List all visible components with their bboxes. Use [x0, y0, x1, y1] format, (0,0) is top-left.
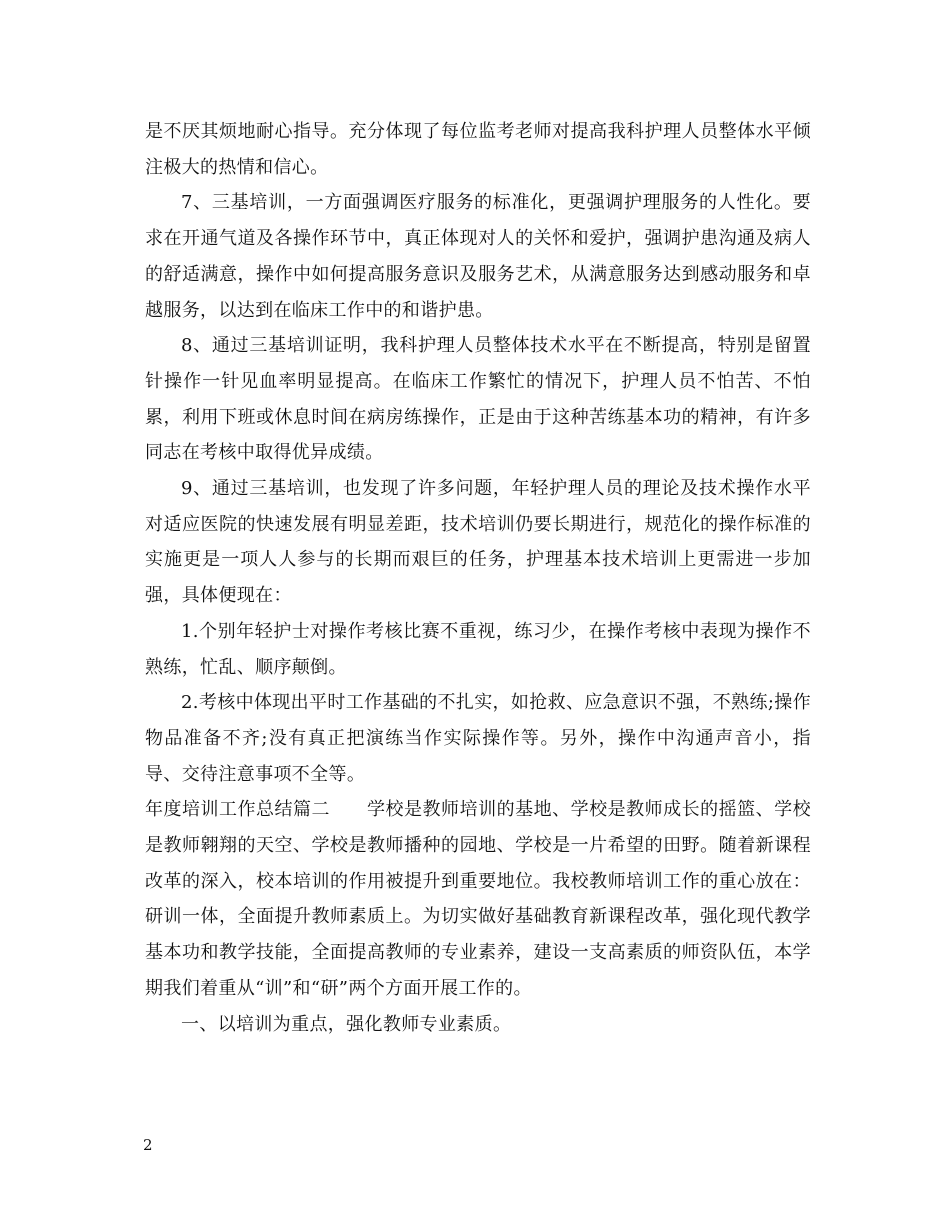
page-number: 2: [143, 1136, 153, 1154]
paragraph-item-7: 7、三基培训，一方面强调医疗服务的标准化，更强调护理服务的人性化。要求在开通气道及各操作环节中，真正体现对人的关怀和爱护，强调护患沟通及病人的舒适满意，操作中如何提高服务意识及服务艺术，从满意服务达到感动服务和卓越服务，以达到在临床工作中的和谐护患。: [145, 192, 811, 321]
document-body: [145, 114, 811, 1042]
paragraph-heading-one: 一、以培训为重点，强化教师专业素质。: [181, 1013, 512, 1035]
paragraph-item-9: 9、通过三基培训，也发现了许多问题，年轻护理人员的理论及技术操作水平对适应医院的快速发展有明显差距，技术培训仍要长期进行，规范化的操作标准的实施更是一项人人参与的长期而艰巨的任务，护理基本技术培训上更需进一步加强，具体便现在：: [145, 478, 811, 607]
paragraph-section-two: 年度培训工作总结篇二 学校是教师培训的基地、学校是教师成长的摇篮、学校是教师翱翔的天空、学校是教师播种的园地、学校是一片希望的田野。随着新课程改革的深入，校本培训的作用被提升到重要地位。我校教师培训工作的重心放在：研训一体，全面提升教师素质上。为切实做好基础教育新课程改革，强化现代教学基本功和教学技能，全面提高教师的专业素养，建设一支高素质的师资队伍，本学期我们着重从“训”和“研”两个方面开展工作的。: [145, 799, 811, 999]
paragraph-continuation: 是不厌其烦地耐心指导。充分体现了每位监考老师对提高我科护理人员整体水平倾注极大的热情和信心。: [145, 121, 811, 178]
paragraph-subitem-2: 2.考核中体现出平时工作基础的不扎实，如抢救、应急意识不强，不熟练;操作物品准备不齐;没有真正把演练当作实际操作等。另外，操作中沟通声音小，指导、交待注意事项不全等。: [145, 692, 811, 785]
paragraph-item-8: 8、通过三基培训证明，我科护理人员整体技术水平在不断提高，特别是留置针操作一针见血率明显提高。在临床工作繁忙的情况下，护理人员不怕苦、不怕累，利用下班或休息时间在病房练操作，正是由于这种苦练基本功的精神，有许多同志在考核中取得优异成绩。: [145, 335, 811, 464]
paragraph-subitem-1: 1.个别年轻护士对操作考核比赛不重视，练习少，在操作考核中表现为操作不熟练，忙乱、顺序颠倒。: [145, 620, 811, 678]
